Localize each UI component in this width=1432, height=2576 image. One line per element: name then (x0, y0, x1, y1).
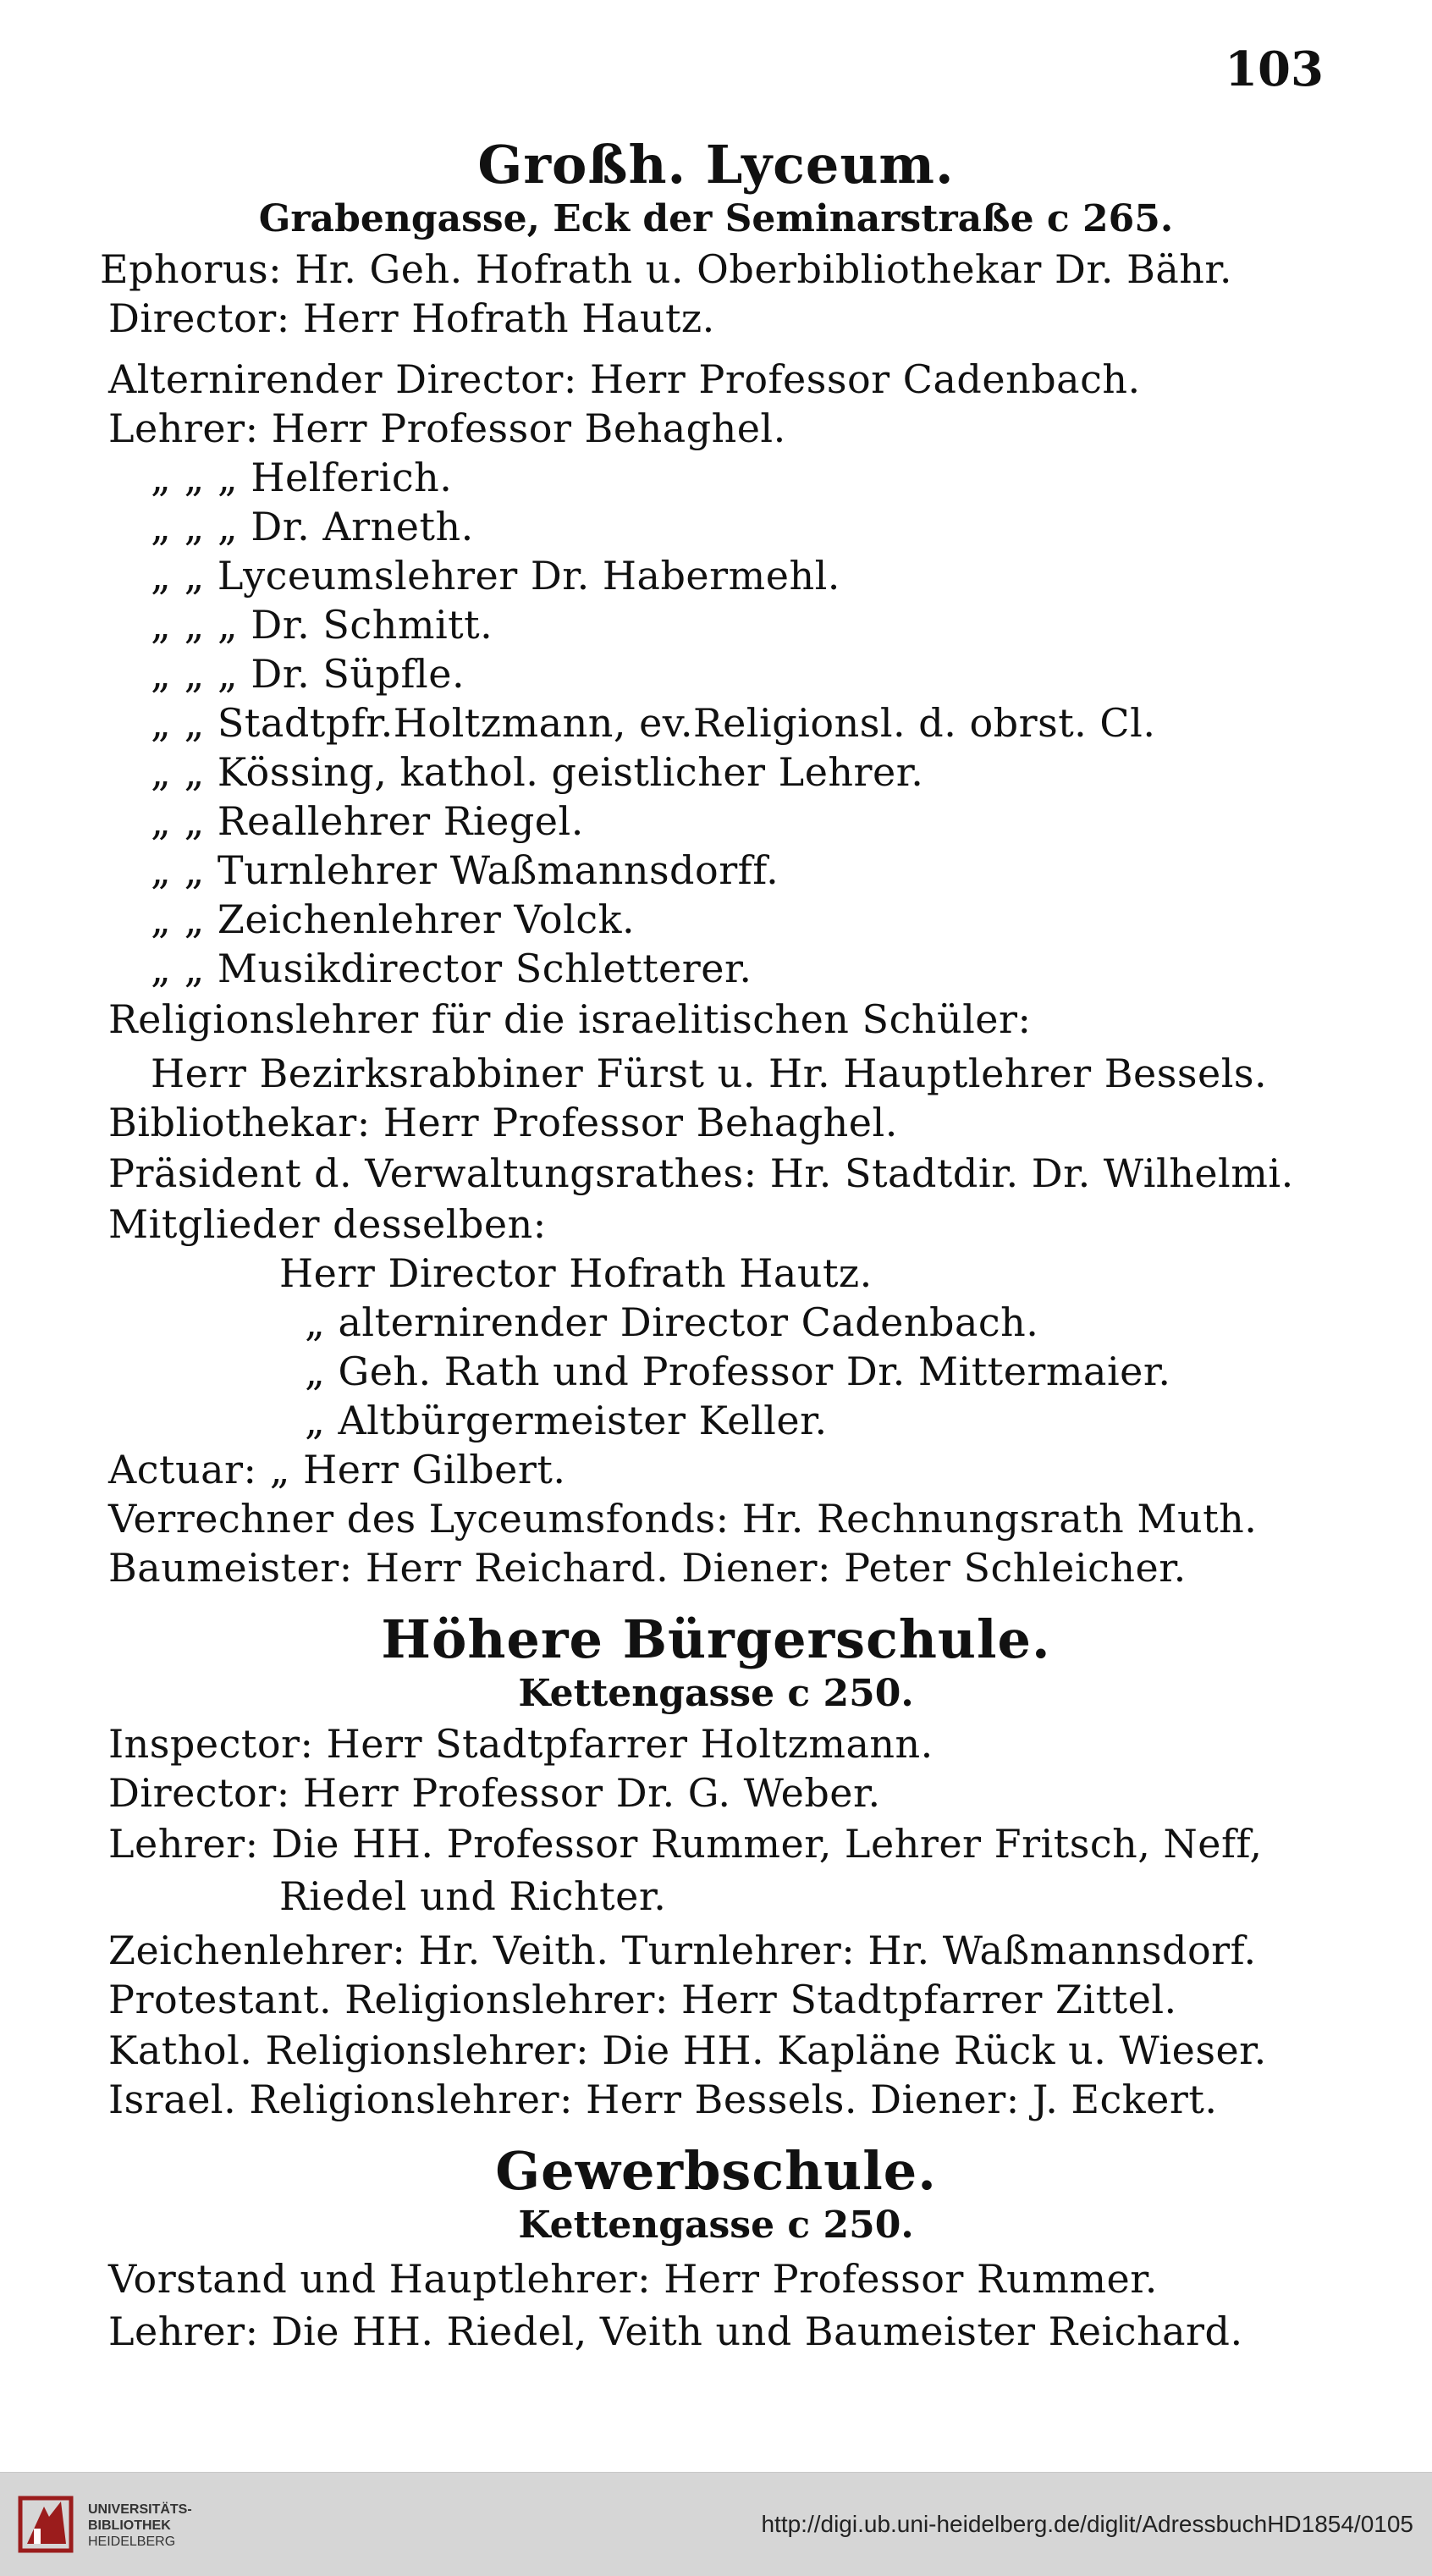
entry-line: „ „ Reallehrer Riegel. (151, 798, 584, 844)
entry-line: „ „ „ Dr. Süpfle. (151, 651, 465, 697)
entry-line: „ „ „ Helferich. (151, 455, 453, 500)
ub-heidelberg-logo-icon (15, 2491, 81, 2557)
entry-line: „ „ Zeichenlehrer Volck. (151, 896, 636, 942)
entry-line: „ „ „ Dr. Arneth. (151, 504, 474, 549)
entry-line: Riedel und Richter. (279, 1873, 667, 1919)
entry-line: Zeichenlehrer: Hr. Veith. Turnlehrer: Hr. Waßmannsdorf. (108, 1928, 1257, 1973)
section-title-lyceum: Großh. Lyceum. (477, 134, 955, 196)
library-name-line: BIBLIOTHEK (88, 2518, 171, 2533)
entry-line: Verrechner des Lyceumsfonds: Hr. Rechnungsrath Muth. (108, 1496, 1258, 1542)
permalink-url[interactable]: http://digi.ub.uni-heidelberg.de/diglit/AdressbuchHD1854/0105 (761, 2511, 1413, 2537)
entry-line: „ „ Stadtpfr.Holtzmann, ev.Religionsl. d. obrst. Cl. (151, 700, 1156, 746)
entry-line: Ephorus: Hr. Geh. Hofrath u. Oberbibliothekar Dr. Bähr. (100, 246, 1232, 292)
entry-line: Mitglieder desselben: (108, 1201, 547, 1247)
entry-line: „ „ „ Dr. Schmitt. (151, 602, 493, 648)
entry-line: „ „ Musikdirector Schletterer. (151, 946, 752, 991)
entry-line: Lehrer: Die HH. Professor Rummer, Lehrer Fritsch, Neff, (108, 1821, 1263, 1867)
entry-line: Vorstand und Hauptlehrer: Herr Professor Rummer. (108, 2256, 1158, 2302)
page-number: 103 (1225, 41, 1324, 97)
entry-line: Director: Herr Hofrath Hautz. (108, 295, 715, 341)
section-address-gewerbschule: Kettengasse c 250. (518, 2204, 914, 2247)
entry-line: Kathol. Religionslehrer: Die HH. Kapläne Rück u. Wieser. (108, 2027, 1267, 2073)
footer-bar (0, 2472, 1432, 2576)
entry-line: Protestant. Religionslehrer: Herr Stadtpfarrer Zittel. (108, 1977, 1177, 2022)
entry-line: Lehrer: Die HH. Riedel, Veith und Baumeister Reichard. (108, 2308, 1243, 2354)
entry-line: Actuar: „ Herr Gilbert. (108, 1447, 566, 1492)
entry-line: Inspector: Herr Stadtpfarrer Holtzmann. (108, 1721, 934, 1767)
entry-line: Director: Herr Professor Dr. G. Weber. (108, 1770, 881, 1816)
entry-line: „ Altbürgermeister Keller. (305, 1398, 828, 1443)
entry-line: Herr Bezirksrabbiner Fürst u. Hr. Hauptlehrer Bessels. (151, 1051, 1268, 1096)
entry-line: „ „ Kössing, kathol. geistlicher Lehrer. (151, 749, 924, 795)
entry-line: „ Geh. Rath und Professor Dr. Mittermaier. (305, 1349, 1171, 1394)
entry-line: „ alternirender Director Cadenbach. (305, 1299, 1039, 1345)
entry-line: Präsident d. Verwaltungsrathes: Hr. Stadtdir. Dr. Wilhelmi. (108, 1150, 1294, 1196)
section-address-lyceum: Grabengasse, Eck der Seminarstraße c 265. (258, 197, 1174, 240)
entry-line: Alternirender Director: Herr Professor Cadenbach. (108, 356, 1141, 402)
entry-line: Lehrer: Herr Professor Behaghel. (108, 405, 786, 451)
entry-line: „ „ Lyceumslehrer Dr. Habermehl. (151, 553, 840, 598)
entry-line: „ „ Turnlehrer Waßmannsdorff. (151, 847, 779, 893)
section-title-buergerschule: Höhere Bürgerschule. (381, 1608, 1051, 1670)
library-name-line: UNIVERSITÄTS- (88, 2502, 192, 2517)
library-name (88, 2502, 192, 2550)
section-title-gewerbschule: Gewerbschule. (495, 2140, 937, 2202)
entry-line: Bibliothekar: Herr Professor Behaghel. (108, 1100, 898, 1145)
entry-line: Israel. Religionslehrer: Herr Bessels. Diener: J. Eckert. (108, 2077, 1218, 2122)
entry-line: Herr Director Hofrath Hautz. (279, 1250, 873, 1296)
entry-line: Religionslehrer für die israelitischen Schüler: (108, 996, 1032, 1042)
section-address-buergerschule: Kettengasse c 250. (518, 1672, 914, 1715)
library-name-line: HEIDELBERG (88, 2535, 176, 2549)
entry-line: Baumeister: Herr Reichard. Diener: Peter Schleicher. (108, 1545, 1187, 1591)
